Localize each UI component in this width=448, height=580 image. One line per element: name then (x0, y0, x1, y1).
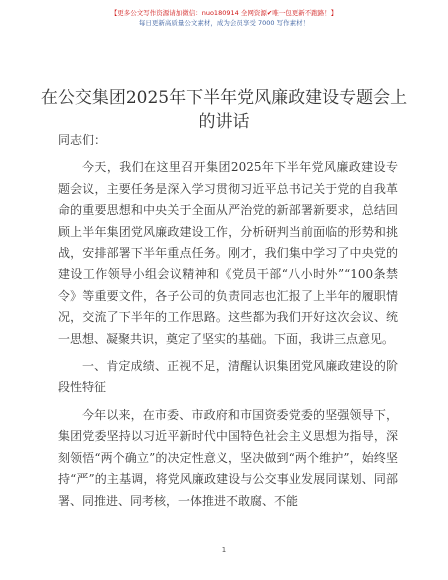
paragraph-intro: 今天，我们在这里召开集团2025年下半年党风廉政建设专题会议，主要任务是深入学习贯彻习近平总书记关于党的自我革命的重要思想和中央关于全面从严治党的新部署新要求，总结回顾上半年集团党风廉政建设工作，分析研判当前面临的形势和挑战，安排部署下半年重点任务。刚才，我们集中学习了中央党的建设工作领导小组会议精神和《党员干部“八小时外”“100条禁令》等重要文件，各子公司的负责同志也汇报了上半年的履职情况，交流了下半年的工作思路。这些都为我们开好这次会议、统一思想、凝聚共识，奠定了坚实的基础。下面，我讲三点意见。 (58, 160, 398, 346)
section-heading-1: 一、肯定成绩、正视不足，清醒认识集团党风廉政建设的阶段性特征 (58, 359, 398, 395)
document-body (58, 130, 398, 512)
paragraph-section-1: 今年以来，在市委、市政府和市国资委党委的坚强领导下，集团党委坚持以习近平新时代中国特色社会主义思想为指导，深刻领悟“两个确立”的决定性意义，坚决做到“两个维护”，始终坚持“严”的主基调，将党风廉政建设与公交事业发展同谋划、同部署、同推进、同考核，一体推进不敢腐、不能 (58, 407, 398, 508)
page-number: 1 (221, 546, 227, 554)
promo-line-2: 每日更新高质量公文素材，成为会员享受 7000 写作素材！ (138, 19, 310, 27)
promo-banner (0, 8, 448, 28)
promo-line-1: 【更多公文写作资源请加微信：nuo180914 全网资源✔唯一包更新不跑路！】 (110, 9, 338, 17)
document-title: 在公交集团2025年下半年党风廉政建设专题会上的讲话 (40, 88, 408, 132)
salutation: 同志们： (58, 133, 107, 147)
